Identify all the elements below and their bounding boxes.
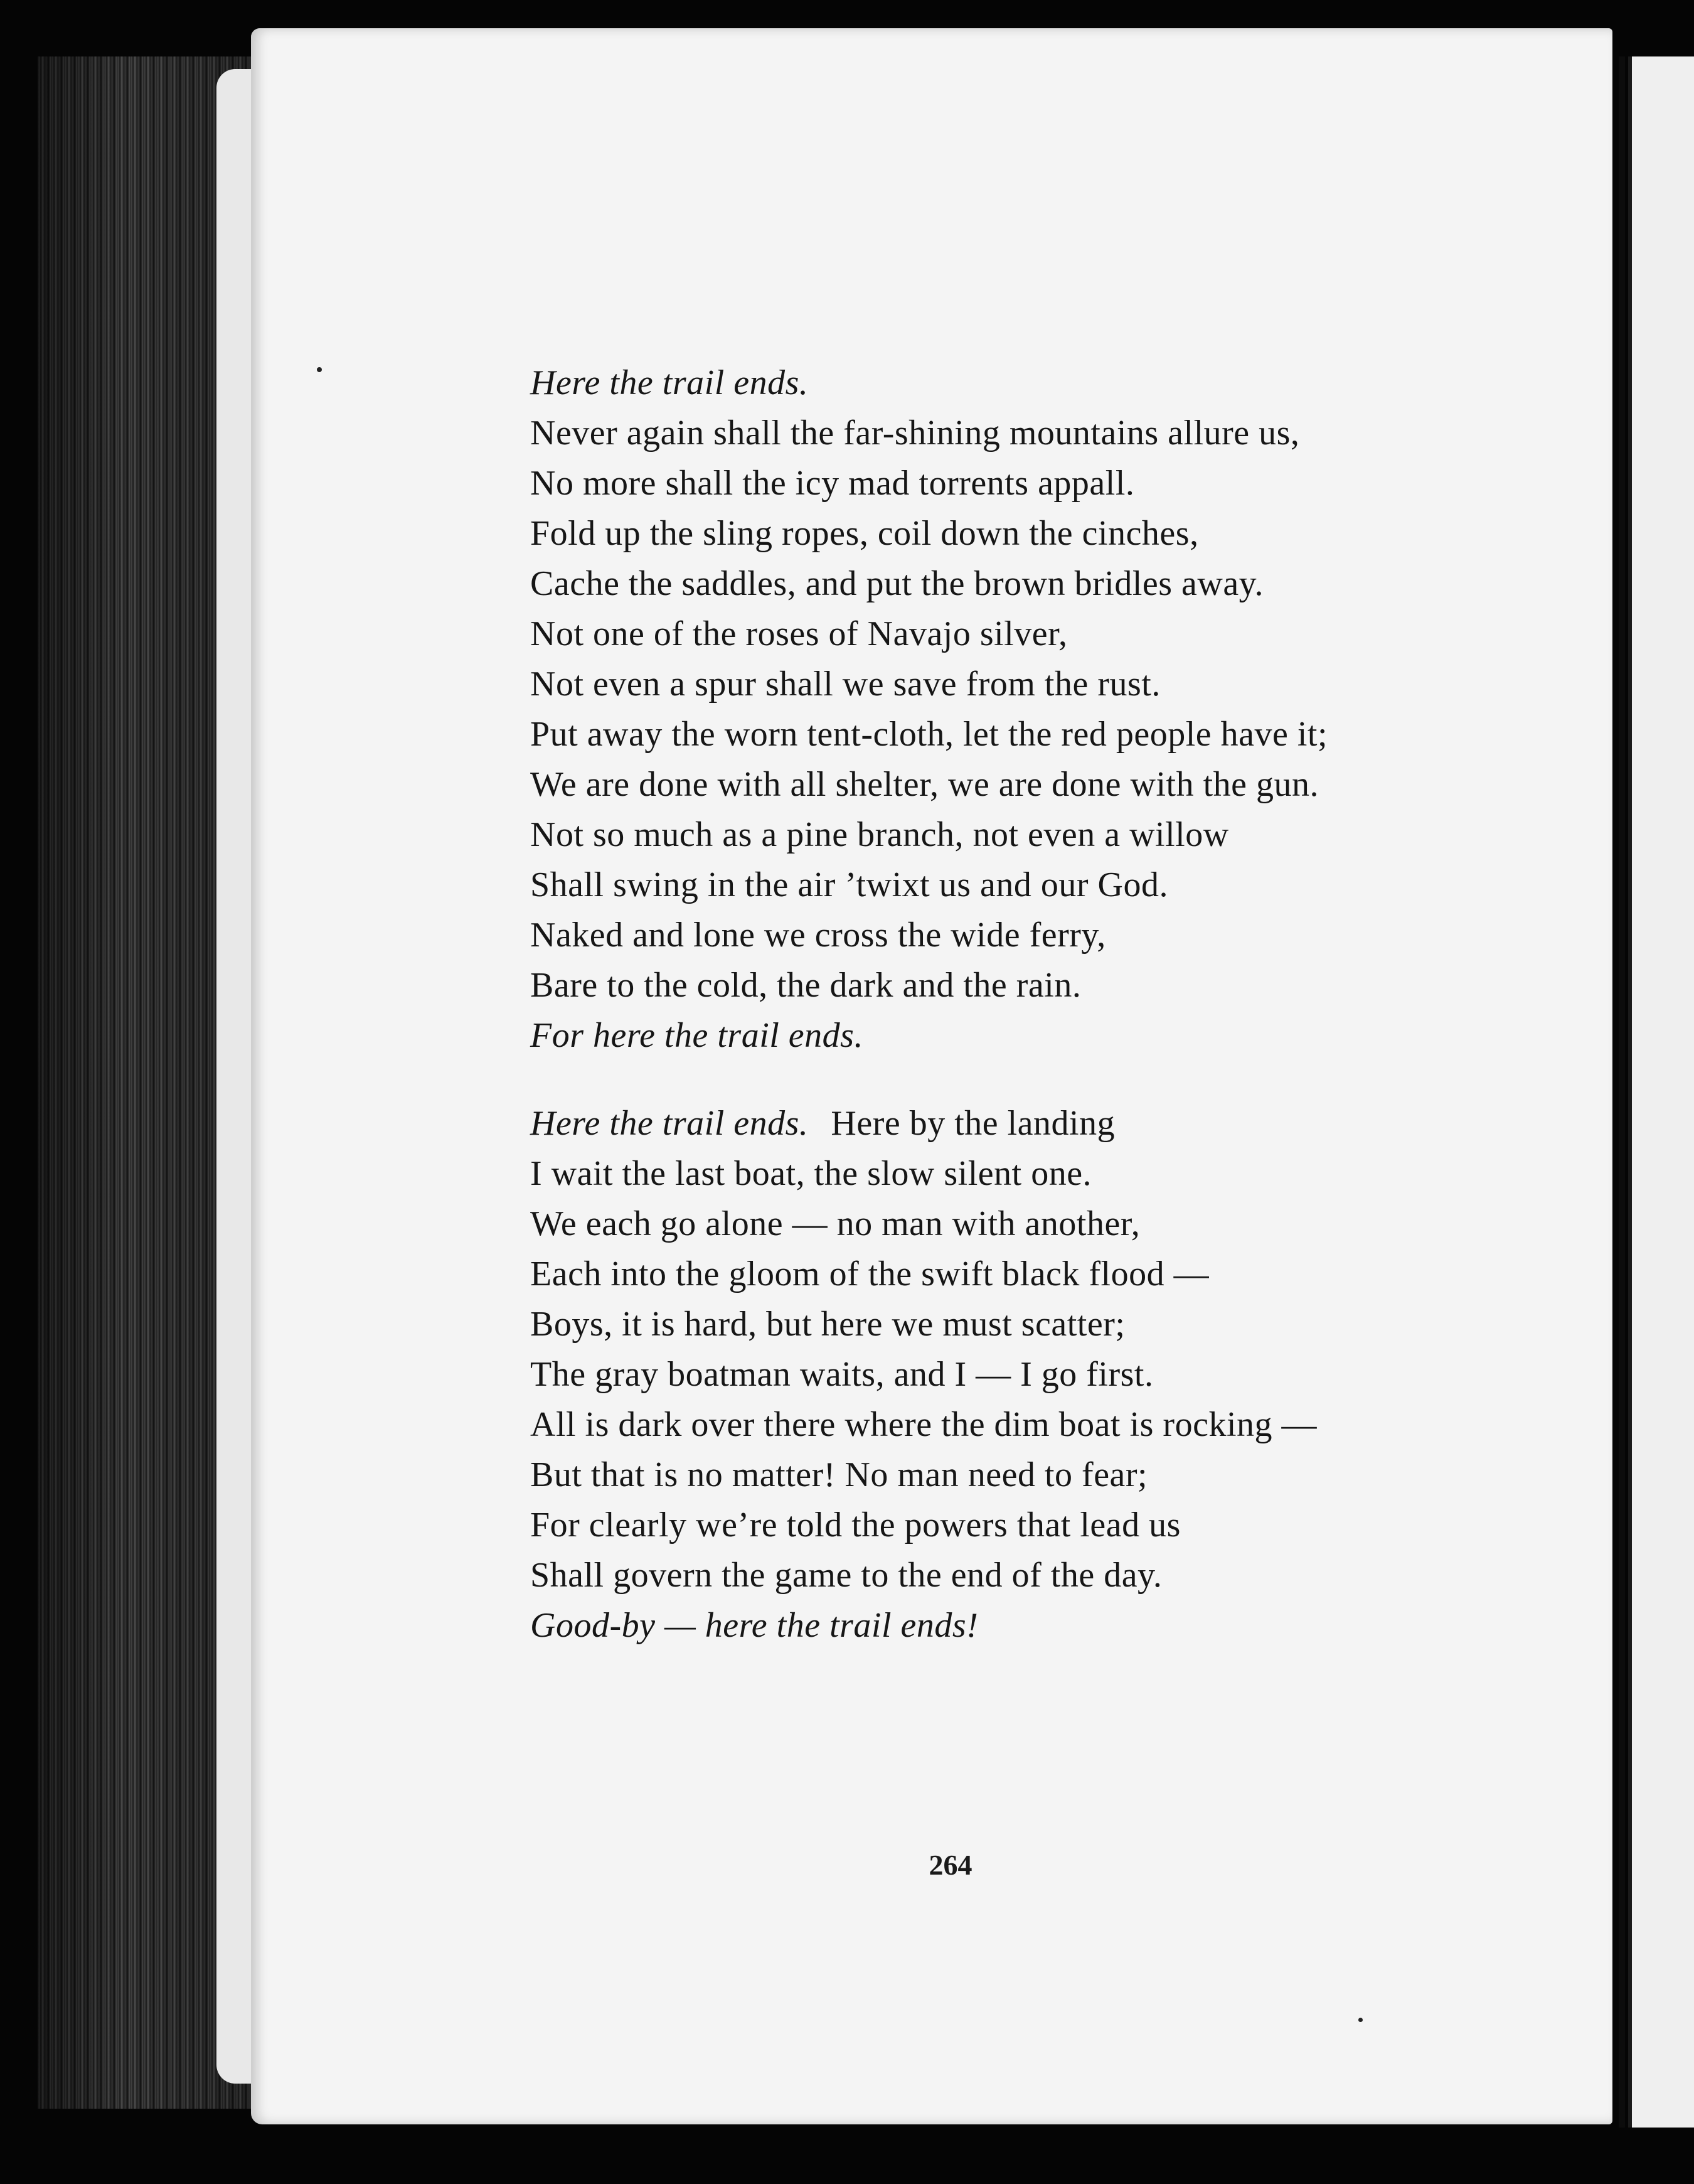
page-number: 264 <box>929 1849 972 1881</box>
poem-line: I wait the last boat, the slow silent one. <box>530 1154 1092 1193</box>
poem-body <box>530 358 1509 1651</box>
refrain-text: Here the trail ends. <box>530 1104 809 1143</box>
poem-line: Not even a spur shall we save from the rust. <box>530 665 1161 704</box>
poem-line: Shall govern the game to the end of the day. <box>530 1556 1163 1595</box>
poem-line: But that is no matter! No man need to fear; <box>530 1455 1148 1494</box>
poem-line: Cache the saddles, and put the brown bridles away. <box>530 564 1264 603</box>
poem-line: The gray boatman waits, and I — I go first. <box>530 1355 1154 1394</box>
poem-line <box>530 1098 1509 1148</box>
stanza-1 <box>530 358 1509 1061</box>
poem-line: Fold up the sling ropes, coil down the cinches, <box>530 514 1199 553</box>
poem-line: We each go alone — no man with another, <box>530 1204 1141 1243</box>
facing-page-edge <box>1628 56 1694 2128</box>
poem-line: We are done with all shelter, we are done with the gun. <box>530 765 1319 804</box>
page-gutter <box>1619 56 1625 2128</box>
poem-line: Never again shall the far-shining mountains allure us, <box>530 414 1300 452</box>
poem-line: For clearly we’re told the powers that lead us <box>530 1506 1181 1544</box>
poem-line: All is dark over there where the dim boat is rocking — <box>530 1405 1317 1444</box>
poem-line: Shall swing in the air ’twixt us and our God. <box>530 865 1168 904</box>
ink-speck <box>1358 2018 1363 2022</box>
poem-line: Bare to the cold, the dark and the rain. <box>530 966 1082 1005</box>
poem-line: Not one of the roses of Navajo silver, <box>530 614 1068 653</box>
poem-line: Here the trail ends. <box>530 363 809 402</box>
poem-line: Naked and lone we cross the wide ferry, <box>530 916 1106 955</box>
poem-line: Not so much as a pine branch, not even a willow <box>530 815 1229 854</box>
poem-line: No more shall the icy mad torrents appall. <box>530 464 1135 503</box>
ink-speck <box>317 367 322 372</box>
poem-line: For here the trail ends. <box>530 1016 863 1055</box>
stanza-2 <box>530 1098 1509 1651</box>
poem-line: Good-by — here the trail ends! <box>530 1606 979 1645</box>
poem-line: Put away the worn tent-cloth, let the red people have it; <box>530 715 1328 754</box>
line-text: Here by the landing <box>831 1104 1116 1143</box>
poem-line: Boys, it is hard, but here we must scatter; <box>530 1305 1126 1344</box>
poem-line: Each into the gloom of the swift black flood — <box>530 1255 1210 1293</box>
